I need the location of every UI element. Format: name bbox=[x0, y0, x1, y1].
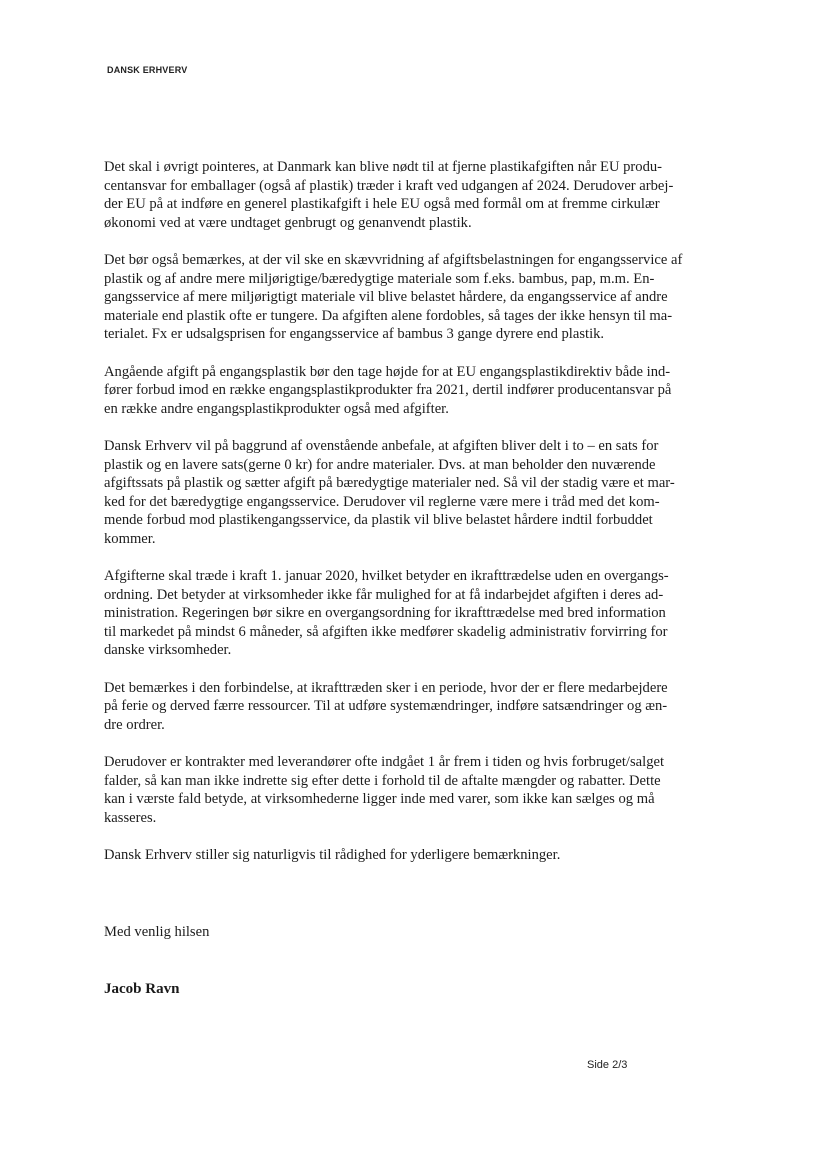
text-line: danske virksomheder. bbox=[104, 642, 232, 659]
paragraph bbox=[104, 753, 716, 827]
paragraph bbox=[104, 679, 716, 735]
text-line: Det bemærkes i den forbindelse, at ikrafttræden sker i en periode, hvor der er flere medarbejdere bbox=[104, 679, 668, 696]
text-line: plastik og af andre mere miljørigtige/bæredygtige materiale som f.eks. bambus, pap, m.m. En- bbox=[104, 270, 655, 287]
text-line: Det skal i øvrigt pointeres, at Danmark kan blive nødt til at fjerne plastikafgiften når EU produ- bbox=[104, 159, 663, 175]
text-line: Dansk Erhverv vil på baggrund af ovenstående anbefale, at afgiften bliver delt i to – en sats for bbox=[104, 437, 659, 454]
paragraph bbox=[104, 567, 716, 660]
text-line: ordning. Det betyder at virksomheder ikke får mulighed for at få indarbejdet afgiften i deres ad- bbox=[104, 586, 664, 603]
paragraph bbox=[104, 363, 716, 419]
header-organization-name: DANSK ERHVERV bbox=[107, 65, 188, 75]
text-line: kommer. bbox=[104, 530, 156, 547]
text-line: Angående afgift på engangsplastik bør den tage højde for at EU engangsplastikdirektiv både ind- bbox=[104, 363, 671, 380]
text-line: Det bør også bemærkes, at der vil ske en skævvridning af afgiftsbelastningen for engangsservice af bbox=[104, 251, 683, 268]
paragraph bbox=[104, 251, 716, 344]
text-line: kasseres. bbox=[104, 809, 157, 826]
text-line: kan i værste fald betyde, at virksomhederne ligger inde med varer, som ikke kan sælges og må bbox=[104, 791, 655, 808]
paragraph bbox=[104, 437, 716, 549]
text-line: afgiftssats på plastik og sætter afgift på bæredygtige materialer ned. Så vil der stadig være et mar- bbox=[104, 475, 675, 492]
text-line: Dansk Erhverv stiller sig naturligvis til rådighed for yderligere bemærkninger. bbox=[104, 846, 561, 863]
text-line: fører forbud imod en række engangsplastikprodukter fra 2021, dertil indfører producentansvar på bbox=[104, 382, 672, 399]
letter-body bbox=[104, 158, 716, 883]
text-line: Afgifterne skal træde i kraft 1. januar 2020, hvilket betyder en ikrafttrædelse uden en overgangs- bbox=[104, 568, 669, 585]
text-line: ministration. Regeringen bør sikre en overgangsordning for ikrafttrædelse med bred information bbox=[104, 605, 666, 622]
text-line: der EU på at indføre en generel plastikafgift i hele EU også med formål om at fremme cirkulær bbox=[104, 196, 660, 213]
text-line: til markedet på mindst 6 måneder, så afgiften ikke medfører skadelig administrativ forvirring for bbox=[104, 623, 668, 640]
signer-name: Jacob Ravn bbox=[104, 981, 180, 997]
paragraph bbox=[104, 158, 716, 232]
text-line: falder, så kan man ikke indrette sig efter dette i forhold til de aftalte mængder og rabatter. Dette bbox=[104, 772, 661, 789]
text-line: Derudover er kontrakter med leverandører ofte indgået 1 år frem i tiden og hvis forbruget/salget bbox=[104, 754, 665, 770]
text-line: gangsservice af mere miljørigtigt materiale vil blive belastet hårdere, da engangsservice af andre bbox=[104, 289, 668, 306]
text-line: mende forbud mod plastikengangsservice, da plastik vil blive belastet hårdere indtil forbuddet bbox=[104, 512, 653, 529]
text-line: centansvar for emballager (også af plastik) træder i kraft ved udgangen af 2024. Derudover arbej- bbox=[104, 177, 674, 194]
text-line: økonomi ved at være undtaget genbrugt og genanvendt plastik. bbox=[104, 214, 472, 231]
text-line: en række andre engangsplastikprodukter også med afgifter. bbox=[104, 400, 449, 417]
paragraph bbox=[104, 846, 716, 865]
text-line: på ferie og derved færre ressourcer. Til at udføre systemændringer, indføre satsændringer og æn- bbox=[104, 698, 668, 715]
text-line: ked for det bæredygtige engangsservice. Derudover vil reglerne være mere i tråd med det kom- bbox=[104, 493, 660, 510]
closing-salutation: Med venlig hilsen bbox=[104, 924, 210, 940]
text-line: materiale end plastik ofte er tungere. Da afgiften alene fordobles, så tages der ikke hensyn til ma- bbox=[104, 307, 673, 324]
text-line: terialet. Fx er udsalgsprisen for engangsservice af bambus 3 gange dyrere end plastik. bbox=[104, 326, 605, 343]
text-line: dre ordrer. bbox=[104, 716, 165, 733]
text-line: plastik og en lavere sats(gerne 0 kr) for andre materialer. Dvs. at man beholder den nuværende bbox=[104, 456, 656, 473]
page-number: Side 2/3 bbox=[587, 1059, 628, 1071]
